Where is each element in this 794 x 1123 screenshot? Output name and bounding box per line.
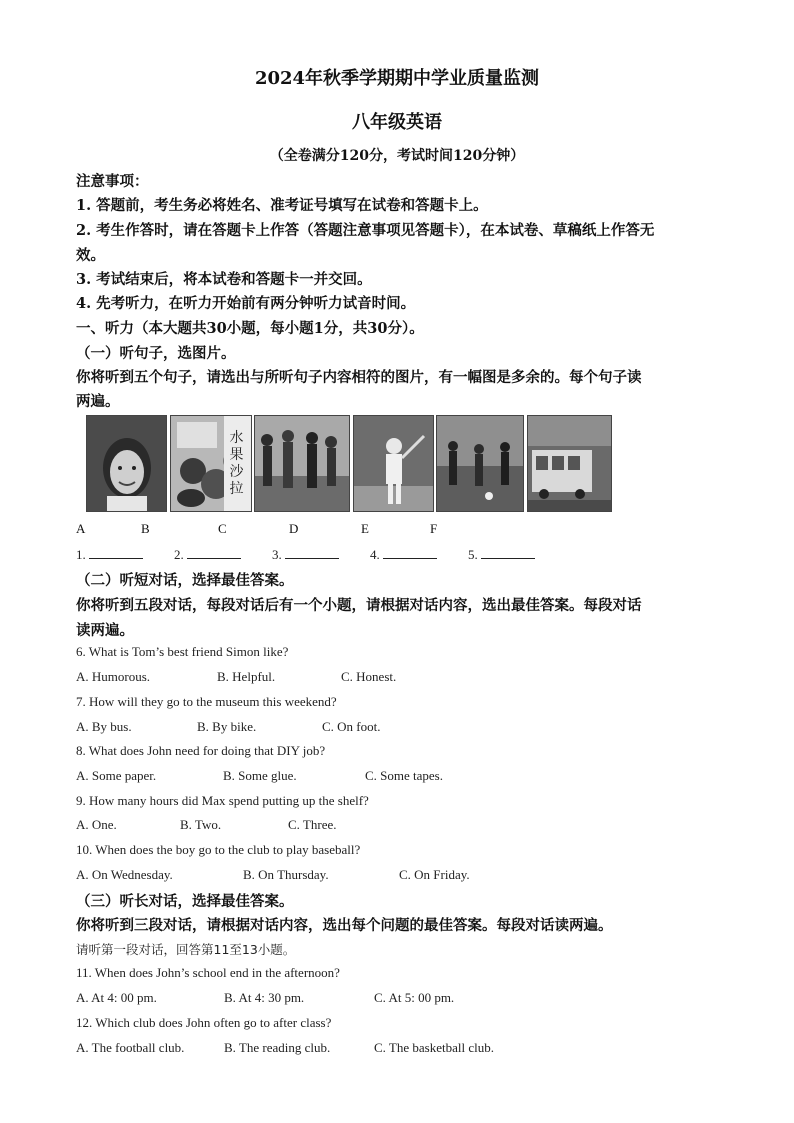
q8-option-a[interactable]: A. Some paper. <box>76 768 157 783</box>
q12-option-b[interactable]: B. The reading club. <box>224 1040 331 1055</box>
answer-blank-3[interactable] <box>272 546 339 563</box>
blank-line <box>187 546 241 559</box>
q10-option-c[interactable]: C. On Friday. <box>399 867 470 882</box>
part2-heading: （二）听短对话，选择最佳答案。 <box>76 572 294 589</box>
q6-option-b[interactable]: B. Helpful. <box>217 669 276 684</box>
q11-option-a[interactable]: A. At 4: 00 pm. <box>76 990 157 1005</box>
part3-instructions: 你将听到三段对话，请根据对话内容，选出每个问题的最佳答案。每段对话读两遍。 <box>76 917 613 934</box>
q9-option-b[interactable]: B. Two. <box>180 817 222 832</box>
part3-subinstruction: 请听第一段对话，回答第11至13小题。 <box>76 942 296 957</box>
q7-option-b[interactable]: B. By bike. <box>197 719 257 734</box>
part3-heading: （三）听长对话，选择最佳答案。 <box>76 893 294 910</box>
question-12: 12. Which club does John often go to after class? <box>76 1015 332 1030</box>
blank-number: 5. <box>468 547 478 562</box>
question-8: 8. What does John need for doing that DIY job? <box>76 743 326 758</box>
question-9: 9. How many hours did Max spend putting up the shelf? <box>76 793 369 808</box>
photo-e-football <box>436 415 524 512</box>
q11-option-c[interactable]: C. At 5: 00 pm. <box>374 990 455 1005</box>
part1-instructions: 你将听到五个句子，请选出与所听句子内容相符的图片，有一幅图是多余的。每个句子读 <box>76 369 642 386</box>
photo-d-baseball <box>353 415 434 512</box>
part1-instructions-cont: 两遍。 <box>76 393 120 410</box>
notes-heading: 注意事项： <box>76 173 149 190</box>
photo-b-sign-text: 水果沙拉 <box>229 430 244 497</box>
note-2-cont: 效。 <box>76 247 105 264</box>
q7-option-c[interactable]: C. On foot. <box>322 719 381 734</box>
question-10: 10. When does the boy go to the club to play baseball? <box>76 842 361 857</box>
blank-line <box>481 546 535 559</box>
blank-number: 1. <box>76 547 86 562</box>
photo-label-b: B <box>141 521 150 536</box>
q8-option-c[interactable]: C. Some tapes. <box>365 768 443 783</box>
note-4: 4. 先考听力，在听力开始前有两分钟听力试音时间。 <box>76 295 416 312</box>
answer-blank-2[interactable] <box>174 546 241 563</box>
blank-number: 4. <box>370 547 380 562</box>
blank-line <box>285 546 339 559</box>
exam-subject: 八年级英语 <box>352 112 442 133</box>
q8-option-b[interactable]: B. Some glue. <box>223 768 297 783</box>
photo-label-c: C <box>218 521 227 536</box>
q9-option-a[interactable]: A. One. <box>76 817 117 832</box>
exam-scoring: （全卷满分120分，考试时间120分钟） <box>269 148 525 164</box>
part1-heading: （一）听句子，选图片。 <box>76 345 236 362</box>
note-2: 2. 考生作答时，请在答题卡上作答（答题注意事项见答题卡），在本试卷、草稿纸上作答无 <box>76 222 655 239</box>
photo-label-d: D <box>289 521 299 536</box>
part2-instructions: 你将听到五段对话，每段对话后有一个小题，请根据对话内容，选出最佳答案。每段对话 <box>76 597 642 614</box>
answer-blank-1[interactable] <box>76 546 143 563</box>
photo-label-e: E <box>361 521 369 536</box>
photo-a-girl <box>86 415 167 512</box>
note-1: 1. 答题前，考生务必将姓名、准考证号填写在试卷和答题卡上。 <box>76 197 488 214</box>
blank-number: 2. <box>174 547 184 562</box>
photo-f-bus <box>527 415 612 512</box>
q12-option-c[interactable]: C. The basketball club. <box>374 1040 494 1055</box>
part2-instructions-cont: 读两遍。 <box>76 622 134 639</box>
photo-label-a: A <box>76 521 86 536</box>
answer-blank-4[interactable] <box>370 546 437 563</box>
note-3: 3. 考试结束后，将本试卷和答题卡一并交回。 <box>76 271 372 288</box>
photo-b-sign <box>224 415 252 512</box>
blank-number: 3. <box>272 547 282 562</box>
blank-line <box>89 546 143 559</box>
question-6: 6. What is Tom’s best friend Simon like? <box>76 644 289 659</box>
q12-option-a[interactable]: A. The football club. <box>76 1040 185 1055</box>
section-heading: 一、听力（本大题共30小题，每小题1分，共30分）。 <box>76 320 424 337</box>
q11-option-b[interactable]: B. At 4: 30 pm. <box>224 990 305 1005</box>
answer-blank-5[interactable] <box>468 546 535 563</box>
question-11: 11. When does John’s school end in the afternoon? <box>76 965 340 980</box>
q10-option-b[interactable]: B. On Thursday. <box>243 867 329 882</box>
q7-option-a[interactable]: A. By bus. <box>76 719 132 734</box>
q10-option-a[interactable]: A. On Wednesday. <box>76 867 173 882</box>
photo-label-f: F <box>430 521 438 536</box>
blank-line <box>383 546 437 559</box>
q9-option-c[interactable]: C. Three. <box>288 817 337 832</box>
q6-option-c[interactable]: C. Honest. <box>341 669 397 684</box>
question-7: 7. How will they go to the museum this weekend? <box>76 694 337 709</box>
photo-c-tree-planting <box>254 415 350 512</box>
q6-option-a[interactable]: A. Humorous. <box>76 669 151 684</box>
exam-title: 2024年秋季学期期中学业质量监测 <box>254 68 540 89</box>
